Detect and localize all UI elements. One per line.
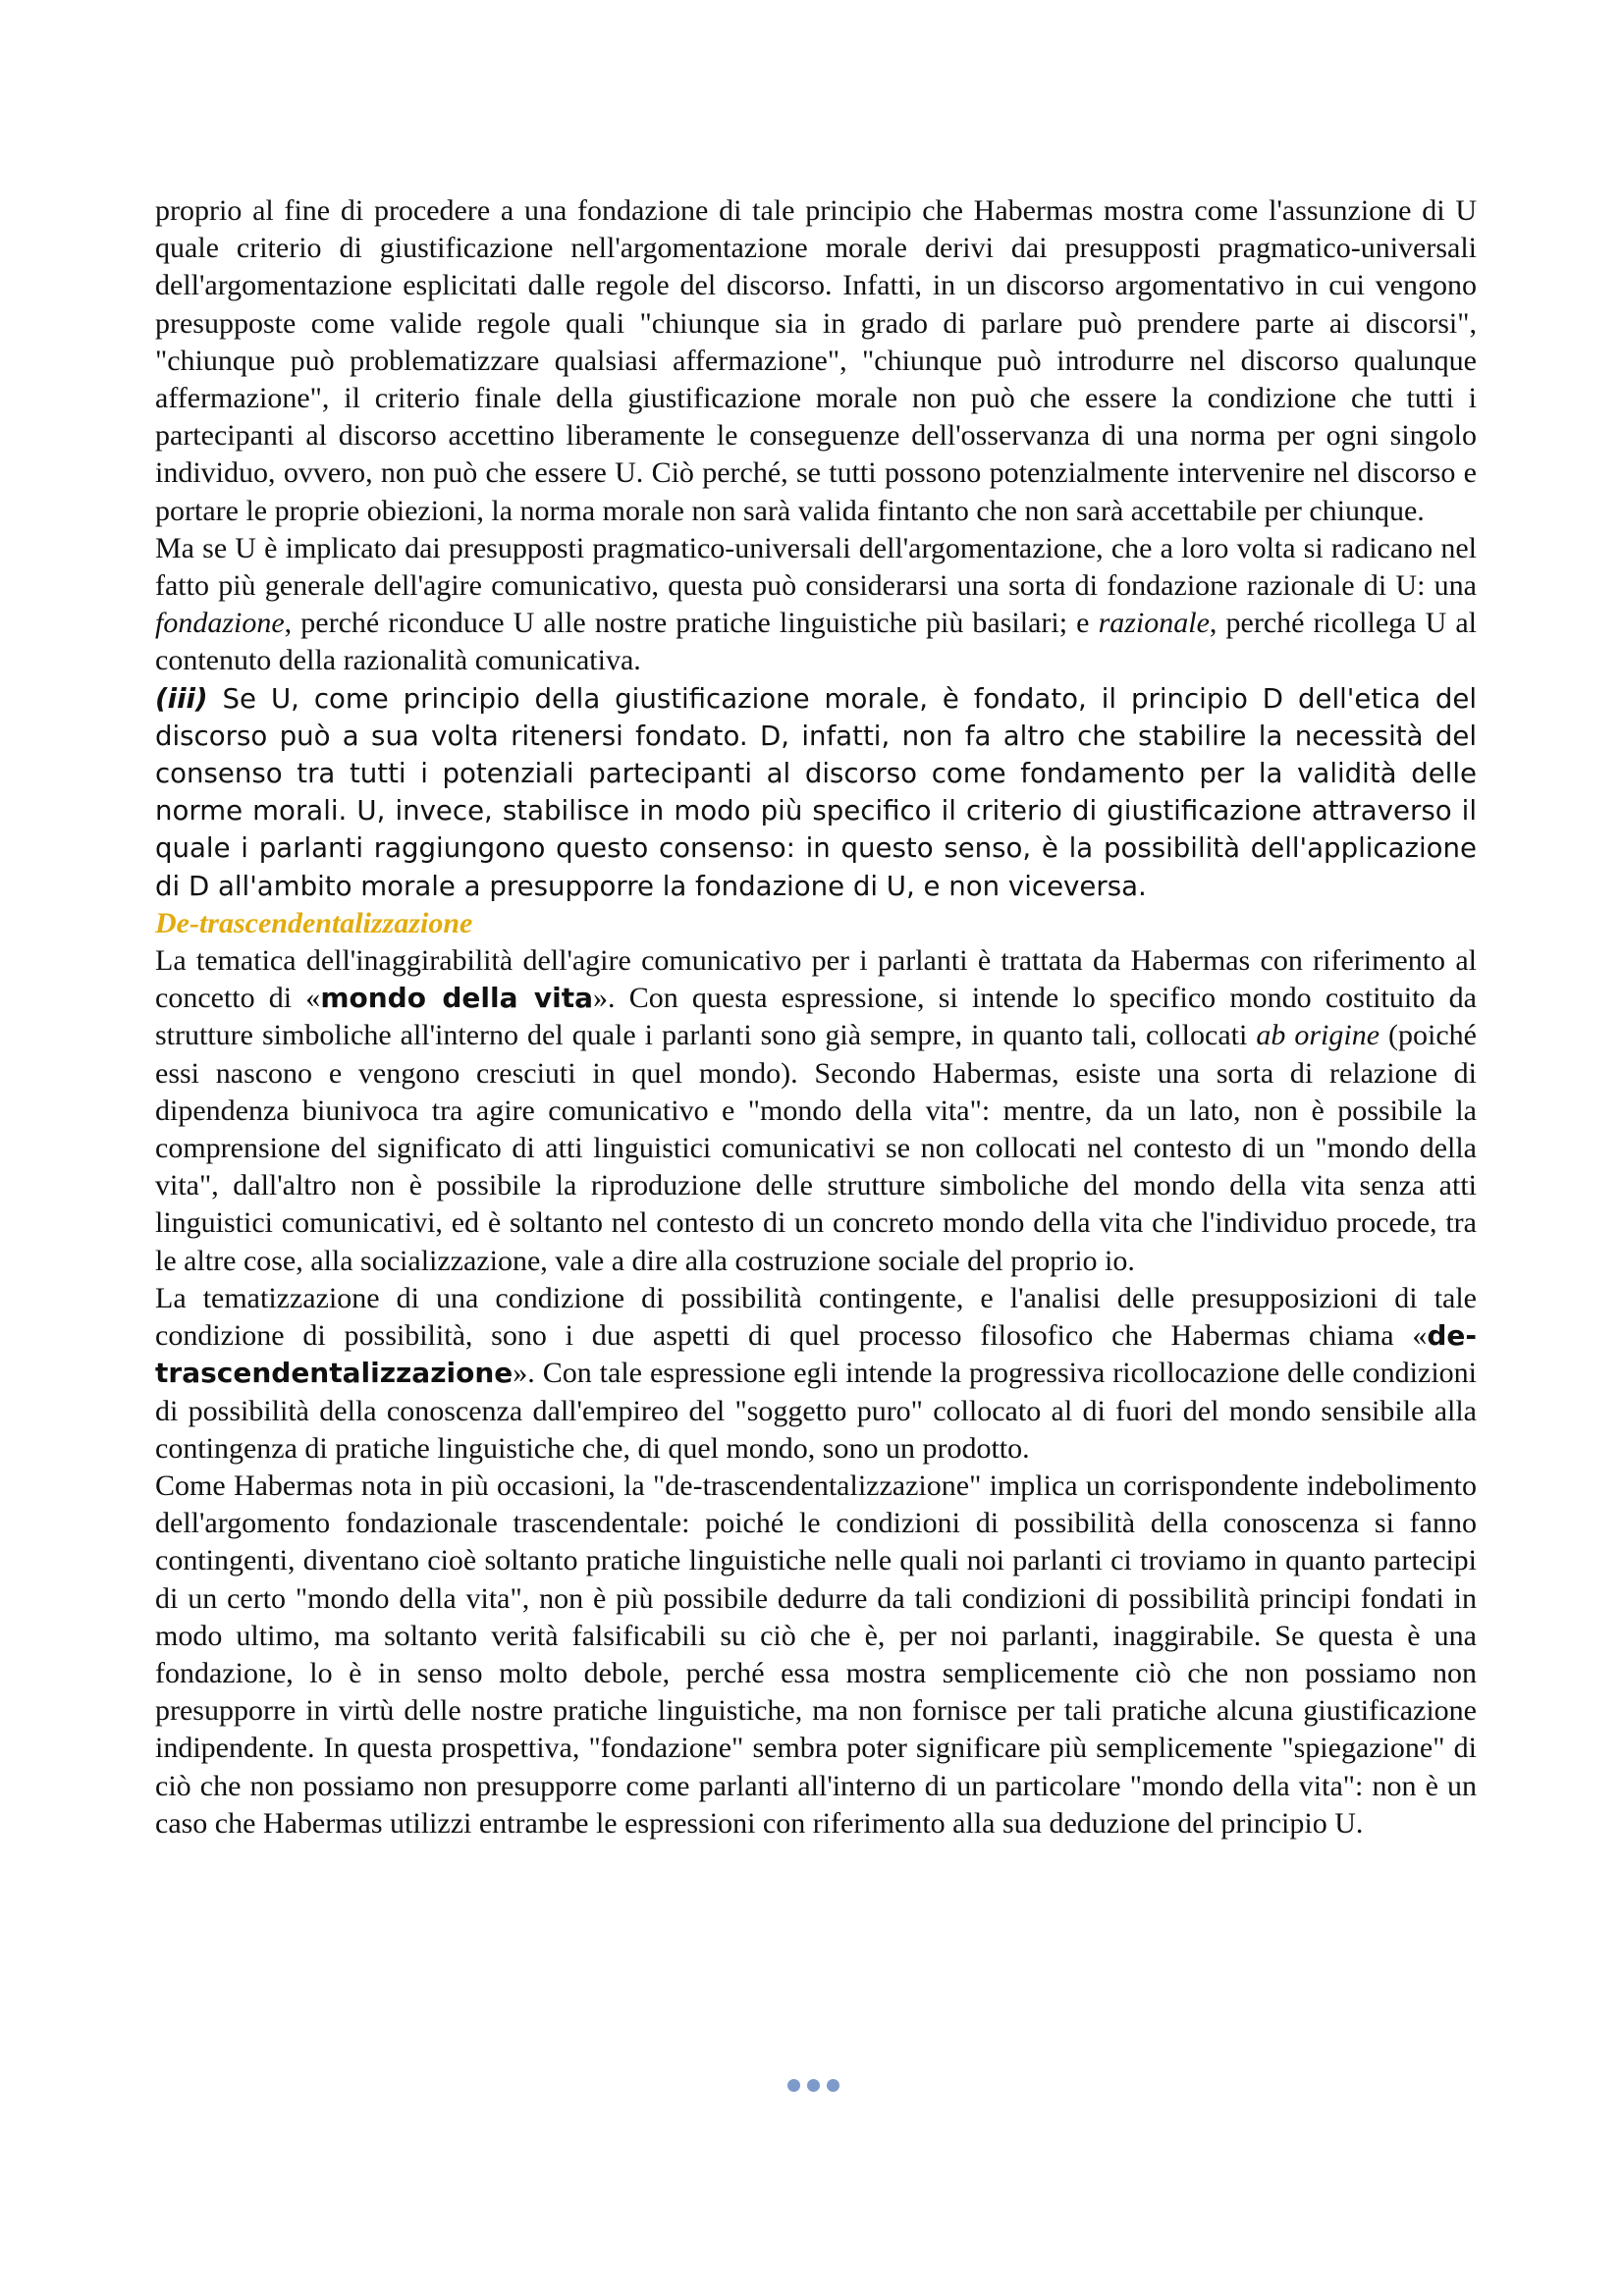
paragraph-5: [155, 1280, 1477, 1468]
paragraph-4-text-b: ». Con questa espressione, si intende lo specifico mondo costituito da strutture simboliche all'interno del quale i parlanti sono già sempre, in quanto tali, collocati: [155, 982, 1477, 1052]
paragraph-4-text-c: (poiché essi nascono e vengono cresciuti in quel mondo). Secondo Habermas, esiste una sorta di relazione di dipendenza biunivoca tra agire comunicativo e "mondo della vita": mentre, da un lato, non è possibile la comprensione del significato di atti linguistici comunicativi se non collocati nel contesto di un "mondo della vita", dall'altro non è possibile la riproduzione delle strutture simboliche del mondo della vita senza atti linguistici comunicativi, ed è soltanto nel contesto di un concreto mondo della vita che l'individuo procede, tra le altre cose, alla socializzazione, vale a dire alla costruzione sociale del proprio io.: [155, 1019, 1477, 1277]
section-heading: De-trascendentalizzazione: [155, 906, 473, 939]
paragraph-5-text-a: La tematizzazione di una condizione di possibilità contingente, e l'analisi delle presupposizioni di tale condizione di possibilità, sono i due aspetti di quel processo filosofico che Habermas chiama «: [155, 1281, 1477, 1353]
paragraph-2: [155, 530, 1477, 680]
emphasis-ab-origine: ab origine: [1256, 1019, 1380, 1052]
dot: [807, 2079, 820, 2092]
point-label-iii: (iii): [155, 681, 208, 715]
paragraph-2-text-c: , perché ricollega U al contenuto della razionalità comunicativa.: [155, 607, 1477, 677]
dot: [787, 2079, 800, 2092]
paragraph-1: proprio al fine di procedere a una fondazione di tale principio che Habermas mostra come l'assunzione di U quale criterio di giustificazione nell'argomentazione morale derivi dai presupposti pragmatico-universali dell'argomentazione esplicitati dalle regole del discorso. Infatti, in un discorso argomentativo in cui vengono presupposte come valide regole quali "chiunque sia in grado di parlare può prendere parte ai discorsi", "chiunque può problematizzare qualsiasi affermazione", "chiunque può introdurre nel discorso qualunque affermazione", il criterio finale della giustificazione morale non può che essere la condizione che tutti i partecipanti al discorso accettino liberamente le conseguenze dell'osservanza di una norma per ogni singolo individuo, ovvero, non può che essere U. Ciò perché, se tutti possono potenzialmente intervenire nel discorso e portare le proprie obiezioni, la norma morale non sarà valida fintanto che non sarà accettabile per chiunque.: [155, 194, 1477, 527]
paragraph-4: [155, 942, 1477, 1280]
term-de-trascendentalizzazione: de-trascendentalizzazione: [155, 1319, 1477, 1390]
term-mondo-della-vita: mondo della vita: [320, 982, 594, 1015]
body-text: [155, 192, 1477, 1842]
paragraph-4-text-a: La tematica dell'inaggirabilità dell'agire comunicativo per i parlanti è trattata da Habermas con riferimento al concetto di «: [155, 944, 1477, 1015]
ellipsis-dots-icon: [787, 2078, 842, 2092]
emphasis-fondazione: fondazione: [155, 607, 285, 640]
paragraph-3: [155, 680, 1477, 905]
paragraph-3-text: Se U, come principio della giustificazione morale, è fondato, il principio D dell'etica del discorso può a sua volta ritenersi fondato. D, infatti, non fa altro che stabilire la necessità del consenso tra tutti i potenziali partecipanti al discorso come fondamento per la validità delle norme morali. U, invece, stabilisce in modo più specifico il criterio di giustificazione attraverso il quale i parlanti raggiungono questo consenso: in questo senso, è la possibilità dell'applicazione di D all'ambito morale a presupporre la fondazione di U, e non viceversa.: [155, 681, 1477, 902]
paragraph-5-text-b: ». Con tale espressione egli intende la progressiva ricollocazione delle condizioni di possibilità della conoscenza dall'empireo del "soggetto puro" collocato al di fuori del mondo sensibile alla contingenza di pratiche linguistiche che, di quel mondo, sono un prodotto.: [155, 1357, 1477, 1465]
paragraph-6: Come Habermas nota in più occasioni, la "de-trascendentalizzazione" implica un corrispondente indebolimento dell'argomento fondazionale trascendentale: poiché le condizioni di possibilità della conoscenza si fanno contingenti, diventano cioè soltanto pratiche linguistiche nelle quali noi parlanti ci troviamo in quanto partecipi di un certo "mondo della vita", non è più possibile dedurre da tali condizioni di possibilità principi fondati in modo ultimo, ma soltanto verità falsificabili su ciò che è, per noi parlanti, inaggirabile. Se questa è una fondazione, lo è in senso molto debole, perché essa mostra semplicemente ciò che non possiamo non presupporre in virtù delle nostre pratiche linguistiche, ma non fornisce per tali pratiche alcuna giustificazione indipendente. In questa prospettiva, "fondazione" sembra poter significare più semplicemente "spiegazione" di ciò che non possiamo non presupporre come parlanti all'interno di un particolare "mondo della vita": non è un caso che Habermas utilizzi entrambe le espressioni con riferimento alla sua deduzione del principio U.: [155, 1468, 1477, 1840]
paragraph-2-text-a: Ma se U è implicato dai presupposti pragmatico-universali dell'argomentazione, che a loro volta si radicano nel fatto più generale dell'agire comunicativo, questa può considerarsi una sorta di fondazione razionale di U: una: [155, 531, 1477, 603]
dot: [827, 2079, 839, 2092]
paragraph-2-text-b: , perché riconduce U alle nostre pratiche linguistiche più basilari; e: [284, 607, 1099, 640]
emphasis-razionale: razionale: [1098, 607, 1210, 640]
